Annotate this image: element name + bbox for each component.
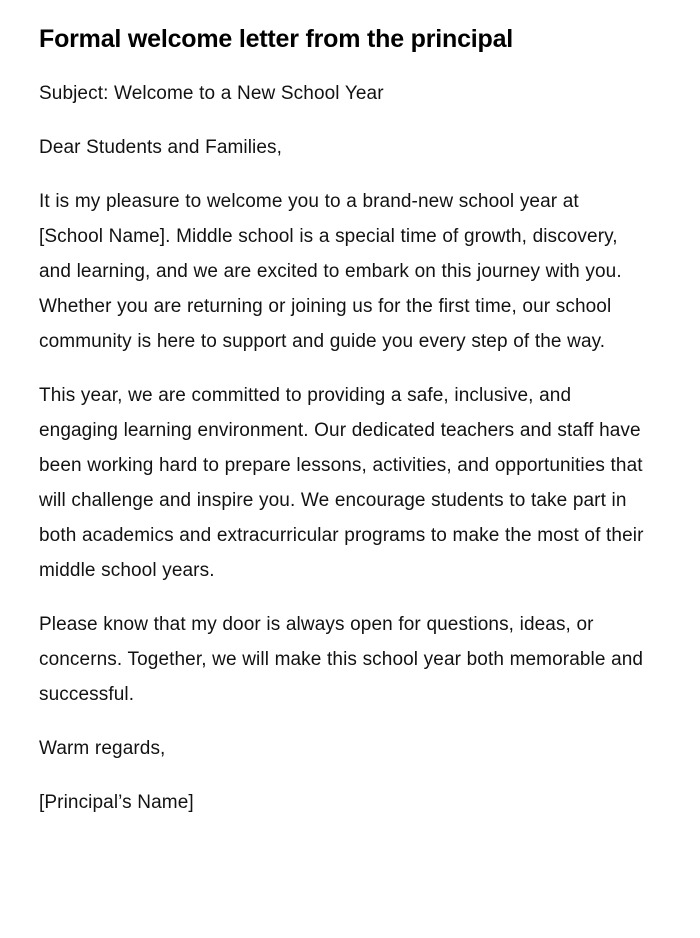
letter-closing: Warm regards, [39,738,166,759]
letter-salutation: Dear Students and Families, [39,137,283,158]
page-title: Formal welcome letter from the principal [39,25,514,53]
letter-subject-line: Subject: Welcome to a New School Year [39,83,384,104]
letter-signature: [Principal’s Name] [39,792,194,813]
letter-paragraph-2: This year, we are committed to providing a safe, inclusive, and engaging learning environment. Our dedicated teachers and staff have been working hard to prepare lessons, activities, and opportunities that will challenge and inspire you. We encourage students to take part in both academics and extracurricular programs to make the most of their middle school years. [39,385,644,581]
letter-paragraph-3: Please know that my door is always open for questions, ideas, or concerns. Together, we will make this school year both memorable and successful. [39,614,644,705]
letter-paragraph-1: It is my pleasure to welcome you to a brand-new school year at [School Name]. Middle school is a special time of growth, discovery, and learning, and we are excited to embark on this journey with you. Whether you are returning or joining us for the first time, our school community is here to support and guide you every step of the way. [39,191,622,352]
letter-body [39,76,645,820]
